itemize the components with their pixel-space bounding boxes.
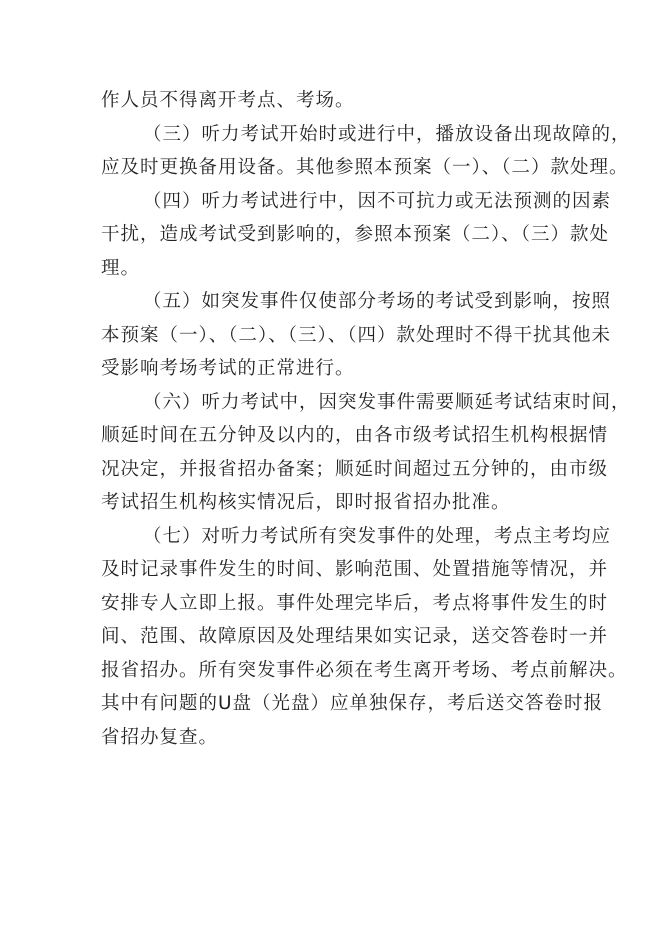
text-line: （五）如突发事件仅使部分考场的考试受到影响，按照 xyxy=(143,291,612,312)
text-line: （七）对听力考试所有突发事件的处理，考点主考均应 xyxy=(143,525,612,547)
text-line: 应及时更换备用设备。其他参照本预案（一）、（二）款处理。 xyxy=(101,157,629,178)
document-body xyxy=(101,88,631,758)
text-line: 受影响考场考试的正常进行。 xyxy=(101,358,355,379)
text-line: （四）听力考试进行中，因不可抗力或无法预测的因素 xyxy=(143,190,612,212)
text-line: 安排专人立即上报。事件处理完毕后，考点将事件发生的时 xyxy=(101,592,609,614)
text-line: 及时记录事件发生的时间、影响范围、处置措施等情况，并 xyxy=(101,559,609,580)
text-line: 考试招生机构核实情况后，即时报省招办批准。 xyxy=(101,492,511,513)
text-line: （三）听力考试开始时或进行中，播放设备出现故障的， xyxy=(143,123,631,145)
text-line: （六）听力考试中，因突发事件需要顺延考试结束时间， xyxy=(143,391,631,413)
text-line: 干扰，造成考试受到影响的，参照本预案（二）、（三）款处 xyxy=(101,224,610,245)
text-line: 本预案（一）、（二）、（三）、（四）款处理时不得干扰其他未 xyxy=(101,324,612,346)
text-line: 其中有问题的U盘（光盘）应单独保存，考后送交答卷时报 xyxy=(101,693,604,714)
text-line: 顺延时间在五分钟及以内的，由各市级考试招生机构根据情 xyxy=(101,425,609,446)
text-line: 报省招办。所有突发事件必须在考生离开考场、考点前解决。 xyxy=(101,659,628,681)
text-line: 况决定，并报省招办备案；顺延时间超过五分钟的，由市级 xyxy=(101,458,609,480)
text-line: 理。 xyxy=(101,257,141,279)
text-line: 间、范围、故障原因及处理结果如实记录，送交答卷时一并 xyxy=(101,626,609,647)
text-line: 省招办复查。 xyxy=(101,726,219,748)
text-line: 作人员不得离开考点、考场。 xyxy=(101,90,355,111)
